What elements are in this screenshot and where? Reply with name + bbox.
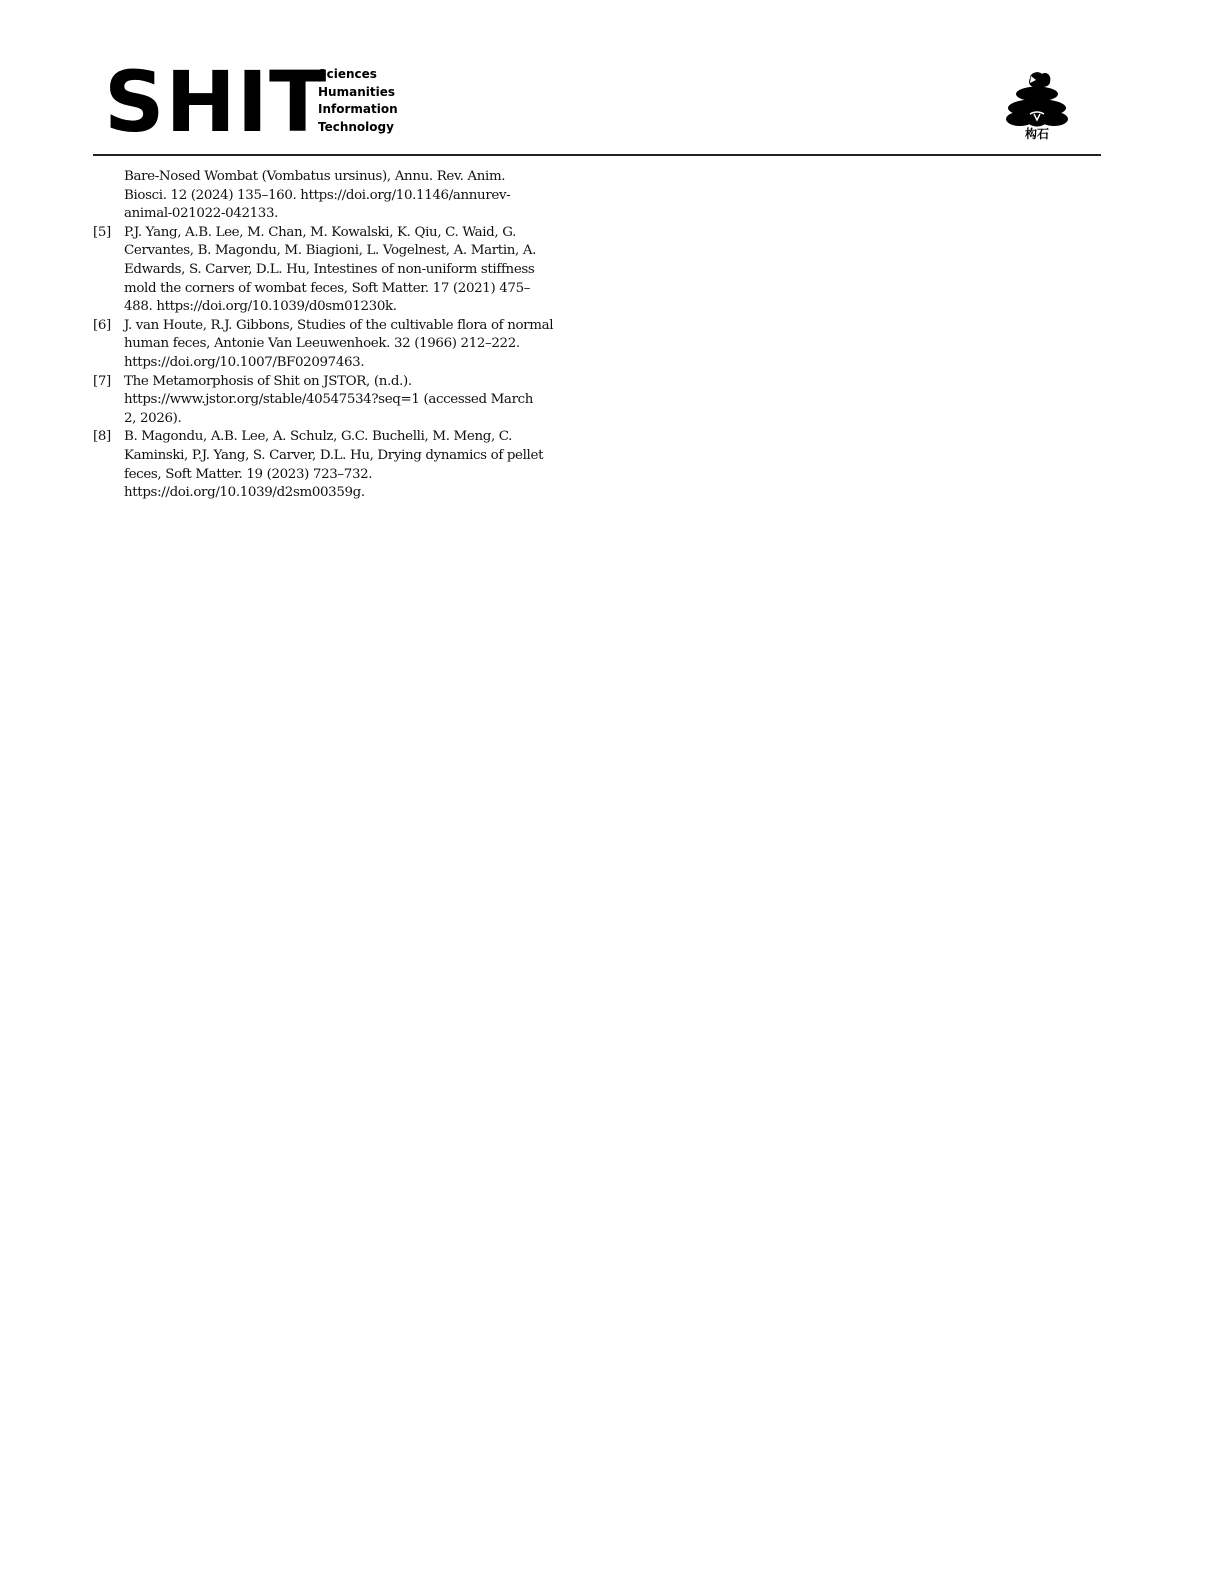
logo-line-humanities: Humanities	[318, 84, 395, 99]
reference-text: B. Magondu, A.B. Lee, A. Schulz, G.C. Buchelli, M. Meng, C. Kaminski, P.J. Yang, S. Carver, D.L. Hu, Drying dynamics of pellet feces, Soft Matter. 19 (2023) 723–732. https://doi.org/10.1039/d2sm00359g.	[124, 429, 544, 501]
journal-logo-wordmark: SHIT	[104, 53, 328, 151]
reference-item	[93, 168, 573, 224]
reference-text: P.J. Yang, A.B. Lee, M. Chan, M. Kowalski, K. Qiu, C. Waid, G. Cervantes, B. Magondu, M. Biagioni, L. Vogelnest, A. Martin, A. Edwards, S. Carver, D.L. Hu, Intestines of non-uniform stiffness mold the corners of wombat feces, Soft Matter. 17 (2021) 475– 488. https://doi.org/10.1039/d0sm01230k.	[124, 224, 537, 315]
reference-number: [5]	[93, 224, 111, 240]
reference-number: [7]	[93, 373, 111, 389]
logo-line-sciences: Sciences	[318, 67, 377, 81]
reference-number: [6]	[93, 317, 111, 333]
reference-text: J. van Houte, R.J. Gibbons, Studies of the cultivable flora of normal human feces, Antonie Van Leeuwenhoek. 32 (1966) 212–222. https://doi.org/10.1007/BF02097463.	[124, 317, 554, 370]
references-list	[93, 168, 573, 503]
reference-item	[93, 224, 573, 317]
reference-number	[93, 168, 124, 224]
emblem-caption: 构石	[1024, 127, 1049, 141]
logo-line-information: Information	[318, 102, 398, 116]
header-divider	[93, 154, 1101, 156]
reference-text: Bare-Nosed Wombat (Vombatus ursinus), Annu. Rev. Anim. Biosci. 12 (2024) 135–160. https://doi.org/10.1146/annurev- animal-021022-042133.	[124, 169, 511, 222]
reference-item	[93, 428, 573, 502]
reference-text: The Metamorphosis of Shit on JSTOR, (n.d.). https://www.jstor.org/stable/40547534?seq=1 (accessed March 2, 2026).	[124, 373, 534, 426]
reference-item	[93, 317, 573, 373]
journal-logo-subtitle	[318, 66, 398, 136]
reference-number: [8]	[93, 429, 111, 445]
logo-line-technology: Technology	[318, 119, 394, 134]
reference-item	[93, 373, 573, 429]
page-header	[0, 0, 1224, 160]
